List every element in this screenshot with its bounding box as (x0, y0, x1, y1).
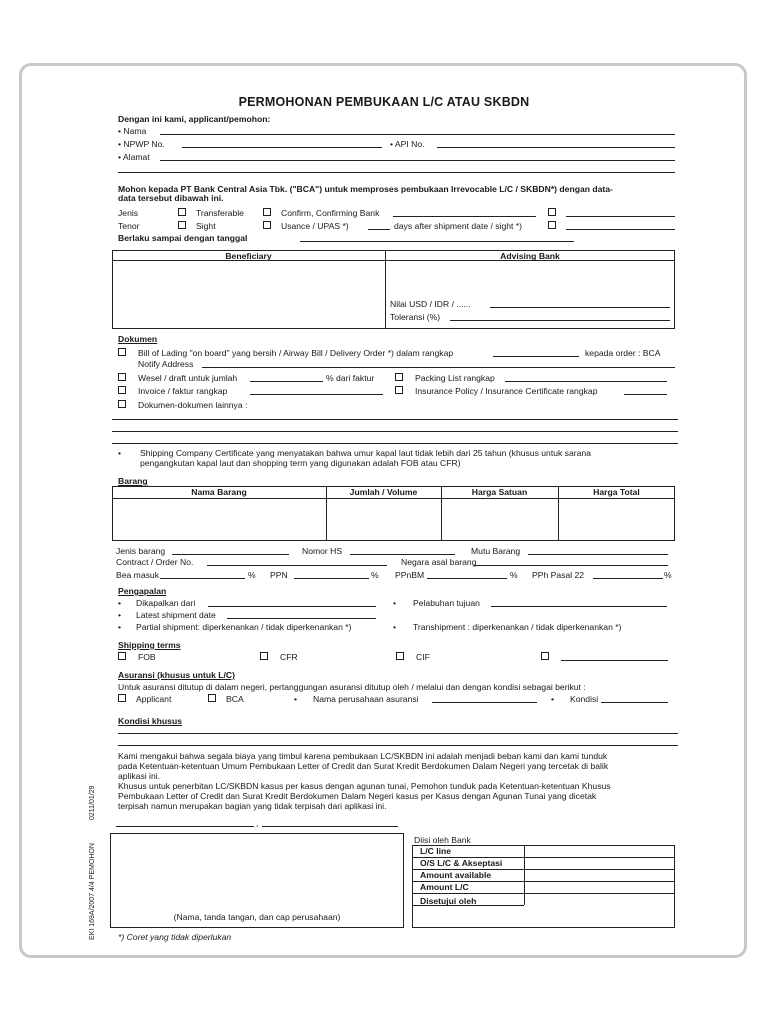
packing-field[interactable] (505, 381, 667, 382)
bca-checkbox[interactable] (208, 694, 216, 702)
dari-faktur-label: % dari faktur (326, 373, 375, 383)
bank-row-line-4 (412, 893, 675, 894)
asuransi-desc: Untuk asuransi ditutup di dalam negeri, pertanggungan asuransi ditutup oleh / melalui dan dengan kondisi sebagai berikut : (118, 682, 586, 692)
npwp-field[interactable] (182, 147, 382, 148)
negara-field[interactable] (474, 565, 668, 566)
statement-p2-line3: terpisah namun merupakan bagian yang tidak terpisah dari aplikasi ini. (118, 801, 387, 811)
side-code-2: EKI 169A/2007 4/4 PEMOHON (89, 843, 96, 940)
pelabuhan-label: Pelabuhan tujuan (413, 598, 480, 608)
dokumen-heading: Dokumen (118, 334, 158, 344)
ppn-field[interactable] (294, 578, 369, 579)
invoice-checkbox[interactable] (118, 386, 126, 394)
invoice-field[interactable] (250, 394, 383, 395)
packing-label: Packing List rangkap (415, 373, 495, 383)
bea-field[interactable] (160, 578, 245, 579)
pelabuhan-bullet: • (393, 598, 397, 608)
transferable-label: Transferable (196, 208, 244, 218)
confirm-label: Confirm, Confirming Bank (281, 208, 380, 218)
dikapalkan-label: Dikapalkan dari (136, 598, 196, 608)
wesel-label: Wesel / draft untuk jumlah (138, 373, 238, 383)
place-date-comma: , (256, 818, 259, 828)
kondisi-bullet: • (551, 694, 555, 704)
lainnya-label: Dokumen-dokumen lainnya : (138, 400, 248, 410)
alamat-field[interactable] (160, 160, 675, 161)
insurance-checkbox[interactable] (395, 386, 403, 394)
bea-pct: % (248, 570, 256, 580)
kondisi-khusus-field-1[interactable] (118, 733, 678, 734)
place-field[interactable] (116, 826, 254, 827)
usance-label: Usance / UPAS *) (281, 221, 349, 231)
bill-rangkap-field[interactable] (493, 356, 579, 357)
nama-perusahaan-bullet: • (294, 694, 298, 704)
confirming-bank-field[interactable] (393, 216, 536, 217)
col-nama-barang: Nama Barang (191, 487, 247, 497)
pengapalan-heading: Pengapalan (118, 586, 167, 596)
lainnya-field-3[interactable] (112, 443, 678, 444)
ppnbm-pct: % (510, 570, 518, 580)
usance-days-field[interactable] (368, 229, 390, 230)
col-harga-satuan: Harga Satuan (471, 487, 528, 497)
contract-label: Contract / Order No. (116, 557, 194, 567)
notify-field[interactable] (202, 367, 675, 368)
statement-p1-line2: pada Ketentuan-ketentuan Umum Pembukaan Letter of Credit dan Surat Kredit Berdokumen Dalam Negeri yang tercetak di balik (118, 761, 609, 771)
other-tenor-field[interactable] (566, 229, 675, 230)
shipping-terms-heading: Shipping terms (118, 640, 181, 650)
other-jenis-checkbox[interactable] (548, 208, 556, 216)
wesel-field[interactable] (250, 381, 323, 382)
bca-label: BCA (226, 694, 244, 704)
nama-label: • Nama (118, 126, 147, 136)
ppn-label: PPN (270, 570, 288, 580)
cfr-label: CFR (280, 652, 298, 662)
nama-field[interactable] (160, 134, 675, 135)
other-term-checkbox[interactable] (541, 652, 549, 660)
kondisi-khusus-field-2[interactable] (118, 745, 678, 746)
latest-bullet: • (118, 610, 122, 620)
shipping-note-line-2: pengangkutan kapal laut dan shopping term yang digunakan adalah FOB atau CFR) (140, 458, 461, 468)
lainnya-field-2[interactable] (112, 431, 678, 432)
col-jumlah-volume: Jumlah / Volume (349, 487, 418, 497)
days-after-label: days after shipment date / sight *) (394, 221, 523, 231)
beneficiary-table-divider (385, 250, 386, 329)
api-label: • API No. (390, 139, 425, 149)
mutu-field[interactable] (528, 554, 668, 555)
col-harga-total: Harga Total (593, 487, 640, 497)
tenor-label: Tenor (118, 221, 140, 231)
toleransi-field[interactable] (450, 320, 670, 321)
nomor-hs-field[interactable] (350, 554, 455, 555)
ppnbm-field[interactable] (427, 578, 507, 579)
bill-checkbox[interactable] (118, 348, 126, 356)
shipping-note-line-1: Shipping Company Certificate yang menyatakan bahwa umur kapal laut tidak lebih dari 25 tahun (khusus untuk sarana (140, 448, 591, 458)
statement-p1-line1: Kami mengakui bahwa segala biaya yang timbul karena pembukaan LC/SKBDN ini adalah menjadi beban kami dan kami tunduk (118, 751, 608, 761)
kondisi-field[interactable] (601, 702, 668, 703)
bank-row-amount-available: Amount available (420, 870, 492, 880)
asuransi-heading: Asuransi (khusus untuk L/C) (118, 670, 235, 680)
other-jenis-field[interactable] (566, 216, 675, 217)
barang-table-header-line (112, 498, 675, 499)
kondisi-khusus-heading: Kondisi khusus (118, 716, 182, 726)
contract-field[interactable] (207, 565, 387, 566)
dikapalkan-bullet: • (118, 598, 122, 608)
other-term-field[interactable] (561, 660, 668, 661)
statement-p2-line1: Khusus untuk penerbitan LC/SKBDN kasus per kasus dengan agunan tunai, Pemohon tunduk pada Ketentuan-ketentuan Khusus (118, 781, 611, 791)
alamat-label: • Alamat (118, 152, 150, 162)
form-title: PERMOHONAN PEMBUKAAN L/C ATAU SKBDN (238, 95, 530, 109)
sight-checkbox[interactable] (178, 221, 186, 229)
toleransi-label: Toleransi (%) (390, 312, 441, 322)
sight-label: Sight (196, 221, 216, 231)
cif-label: CIF (416, 652, 430, 662)
bank-row-disetujui: Disetujui oleh (420, 896, 477, 906)
request-line-2: data tersebut dibawah ini. (118, 193, 224, 203)
wesel-checkbox[interactable] (118, 373, 126, 381)
side-code-1: 0211/01/29 (89, 785, 96, 820)
nomor-hs-label: Nomor HS (302, 546, 343, 556)
date-field[interactable] (262, 826, 398, 827)
confirm-checkbox[interactable] (263, 208, 271, 216)
bank-box-divider (524, 845, 525, 905)
pelabuhan-field[interactable] (491, 606, 667, 607)
partial-bullet: • (118, 622, 122, 632)
mutu-label: Mutu Barang (471, 546, 521, 556)
insurance-field[interactable] (624, 394, 667, 395)
transferable-checkbox[interactable] (178, 208, 186, 216)
bank-row-amount-lc: Amount L/C (420, 882, 469, 892)
negara-label: Negara asal barang (401, 557, 477, 567)
ppn-pct: % (371, 570, 379, 580)
kondisi-label: Kondisi (570, 694, 599, 704)
transhipment-bullet: • (393, 622, 397, 632)
applicant-checkbox[interactable] (118, 694, 126, 702)
footnote: *) Coret yang tidak diperlukan (118, 932, 232, 942)
transhipment-label: Transhipment : diperkenankan / tidak diperkenankan *) (413, 622, 622, 632)
fob-label: FOB (138, 652, 156, 662)
statement-p1-line3: aplikasi ini. (118, 771, 161, 781)
lainnya-checkbox[interactable] (118, 400, 126, 408)
nilai-field[interactable] (490, 307, 670, 308)
bill-label: Bill of Lading "on board" yang bersih / Airway Bill / Delivery Order *) dalam rangkap (138, 348, 454, 358)
notify-label: Notify Address (138, 359, 194, 369)
berlaku-label: Berlaku sampai dengan tanggal (118, 233, 248, 243)
other-tenor-checkbox[interactable] (548, 221, 556, 229)
cfr-checkbox[interactable] (260, 652, 268, 660)
berlaku-field[interactable] (300, 241, 574, 242)
alamat-field-2[interactable] (118, 172, 675, 173)
bank-row-lc-line: L/C line (420, 846, 452, 856)
pph-field[interactable] (593, 578, 663, 579)
bea-label: Bea masuk (116, 570, 159, 580)
invoice-label: Invoice / faktur rangkap (138, 386, 228, 396)
fob-checkbox[interactable] (118, 652, 126, 660)
jenis-label: Jenis (118, 208, 139, 218)
nama-perusahaan-label: Nama perusahaan asuransi (313, 694, 419, 704)
jenis-barang-field[interactable] (172, 554, 289, 555)
beneficiary-field[interactable] (113, 261, 384, 328)
statement-p2-line2: Pembukaan Letter of Credit dan Surat Kredit Berdokumen Dalam Negeri kasus per Kasus dengan Agunan Tunai yang dicetak (118, 791, 597, 801)
jenis-barang-label: Jenis barang (116, 546, 166, 556)
kepada-order-label: kepada order : BCA (585, 348, 661, 358)
insurance-label: Insurance Policy / Insurance Certificate rangkap (415, 386, 598, 396)
bank-box-heading: Diisi oleh Bank (414, 835, 471, 845)
ppnbm-label: PPnBM (395, 570, 425, 580)
pph-pct: % (664, 570, 672, 580)
dikapalkan-field[interactable] (208, 606, 376, 607)
nama-perusahaan-field[interactable] (432, 702, 537, 703)
bank-row-os-lc: O/S L/C & Akseptasi (420, 858, 503, 868)
advising-bank-header: Advising Bank (500, 251, 560, 261)
shipping-note-bullet: • (118, 448, 122, 458)
lainnya-field-1[interactable] (112, 419, 678, 420)
api-field[interactable] (437, 147, 675, 148)
nilai-label: Nilai USD / IDR / ...... (390, 299, 471, 309)
signature-caption: (Nama, tanda tangan, dan cap perusahaan) (173, 912, 341, 922)
latest-label: Latest shipment date (136, 610, 216, 620)
latest-field[interactable] (227, 618, 376, 619)
cif-checkbox[interactable] (396, 652, 404, 660)
npwp-label: • NPWP No. (118, 139, 165, 149)
pph-label: PPh Pasal 22 (532, 570, 585, 580)
barang-heading: Barang (118, 476, 148, 486)
applicant-label: Applicant (136, 694, 172, 704)
applicant-heading: Dengan ini kami, applicant/pemohon: (118, 114, 271, 124)
packing-checkbox[interactable] (395, 373, 403, 381)
partial-label: Partial shipment: diperkenankan / tidak diperkenankan *) (136, 622, 352, 632)
request-line-1: Mohon kepada PT Bank Central Asia Tbk. ("BCA") untuk memproses pembukaan Irrevocable L/C / SKBDN*) dengan data- (118, 184, 613, 194)
beneficiary-header: Beneficiary (225, 251, 272, 261)
usance-checkbox[interactable] (263, 221, 271, 229)
